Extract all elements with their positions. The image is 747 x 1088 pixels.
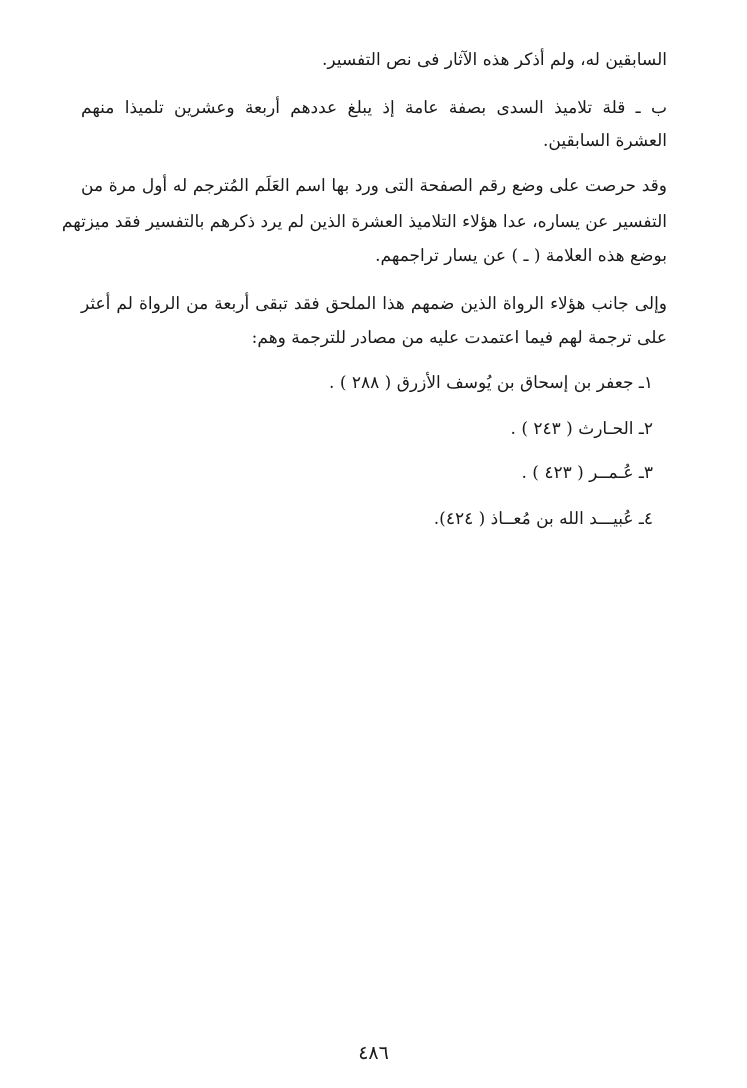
- numbering-line-3: بوضع هذه العلامة ( ـ ) عن يسار تراجمهم.: [375, 246, 667, 266]
- list-item: ٣ـ عُـمــر ( ٤٢٣ ) .: [521, 463, 653, 483]
- continuation-line: السابقين له، ولم أذكر هذه الآثار فى نص التفسير.: [321, 50, 667, 70]
- point-b-line-1: ب ـ قلة تلاميذ السدى بصفة عامة إذ يبلغ عددهم أربعة وعشرين تلميذا منهم: [81, 98, 667, 118]
- page-number: ٤٨٦: [358, 1042, 389, 1064]
- numbering-line-1: وقد حرصت على وضع رقم الصفحة التى ورد بها اسم العَلَم المُترجم له أول مرة من: [81, 176, 667, 196]
- list-item: ١ـ جعفر بن إسحاق بن يُوسف الأزرق ( ٢٨٨ ) .: [329, 373, 653, 393]
- list-item: ٢ـ الحـارث ( ٢٤٣ ) .: [510, 419, 653, 439]
- point-b-line-2: العشرة السابقين.: [542, 131, 667, 151]
- narrators-line-2: على ترجمة لهم فيما اعتمدت عليه من مصادر للترجمة وهم:: [251, 328, 667, 348]
- numbering-line-2: التفسير عن يساره، عدا هؤلاء التلاميذ العشرة الذين لم يرد ذكرهم بالتفسير فقد ميزتهم: [61, 212, 667, 232]
- narrators-line-1: وإلى جانب هؤلاء الرواة الذين ضمهم هذا الملحق فقد تبقى أربعة من الرواة لم أعثر: [81, 294, 667, 314]
- list-item: ٤ـ عُبيـــد الله بن مُعــاذ ( ٤٢٤).: [433, 509, 653, 529]
